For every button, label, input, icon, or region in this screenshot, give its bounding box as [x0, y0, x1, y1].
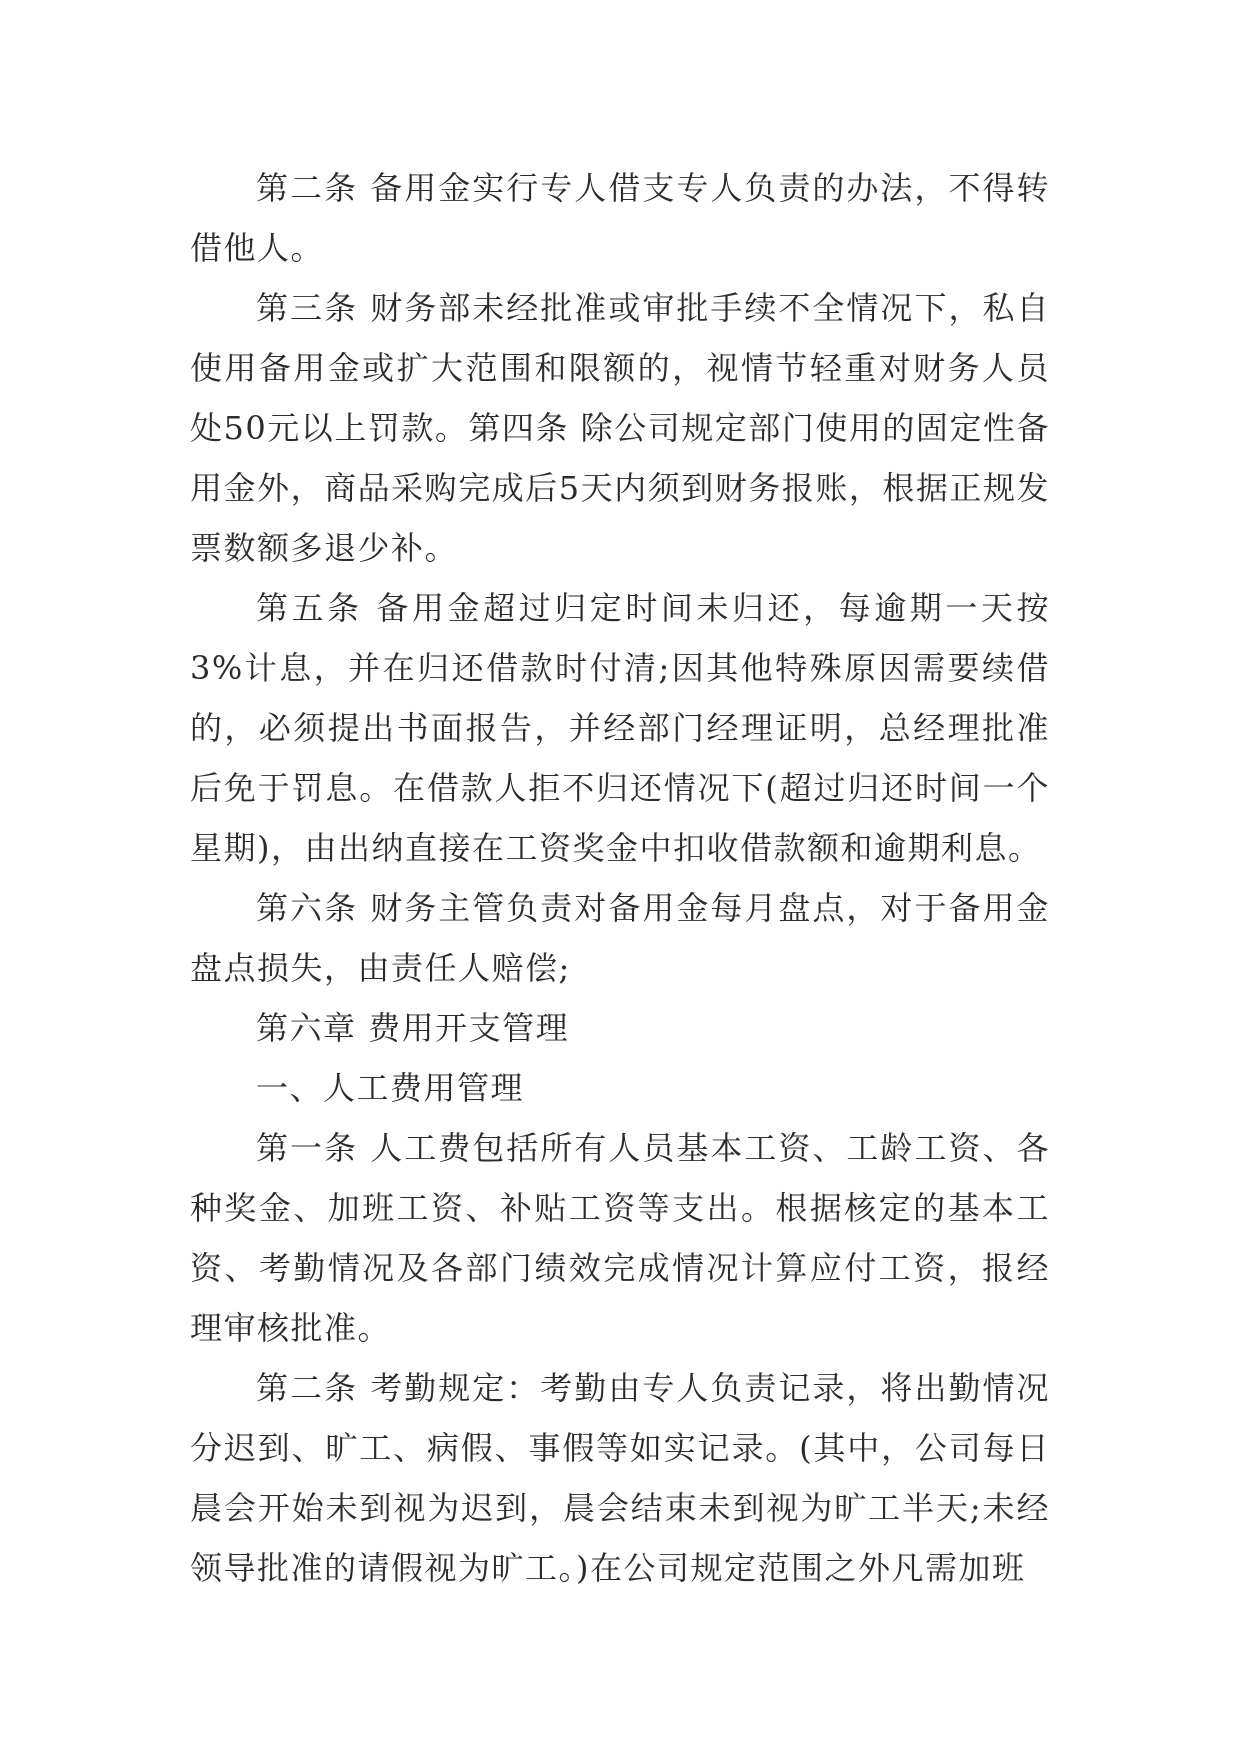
document-body [190, 158, 1050, 1598]
section-heading: 一、人工费用管理 [256, 1069, 525, 1107]
paragraph-attendance: 第二条 考勤规定：考勤由专人负责记录，将出勤情况分迟到、旷工、病假、事假等如实记录。(其中，公司每日晨会开始未到视为迟到，晨会结束未到视为旷工半天;未经领导批准的请假视为旷工。)在公司规定范围之外凡需加班 [190, 1369, 1050, 1587]
chapter-heading: 第六章 费用开支管理 [256, 1009, 570, 1047]
paragraph-article-5-overdue-interest: 第五条 备用金超过归定时间未归还，每逾期一天按3%计息，并在归还借款时付清;因其他特殊原因需要续借的，必须提出书面报告，并经部门经理证明，总经理批准后免于罚息。在借款人拒不归还情况下(超过归还时间一个星期)，由出纳直接在工资奖金中扣收借款额和逾期利息。 [190, 589, 1050, 867]
paragraph-article-6-inventory: 第六条 财务主管负责对备用金每月盘点，对于备用金盘点损失，由责任人赔偿; [190, 889, 1050, 987]
paragraph-article-3-4-penalty-reimbursement: 第三条 财务部未经批准或审批手续不全情况下，私自使用备用金或扩大范围和限额的，视情节轻重对财务人员处50元以上罚款。第四条 除公司规定部门使用的固定性备用金外，商品采购完成后5天内须到财务报账，根据正规发票数额多退少补。 [190, 289, 1050, 567]
paragraph-labor-cost: 第一条 人工费包括所有人员基本工资、工龄工资、各种奖金、加班工资、补贴工资等支出。根据核定的基本工资、考勤情况及各部门绩效完成情况计算应付工资，报经理审核批准。 [190, 1129, 1050, 1347]
paragraph-article-2-petty-cash: 第二条 备用金实行专人借支专人负责的办法，不得转借他人。 [190, 169, 1050, 267]
